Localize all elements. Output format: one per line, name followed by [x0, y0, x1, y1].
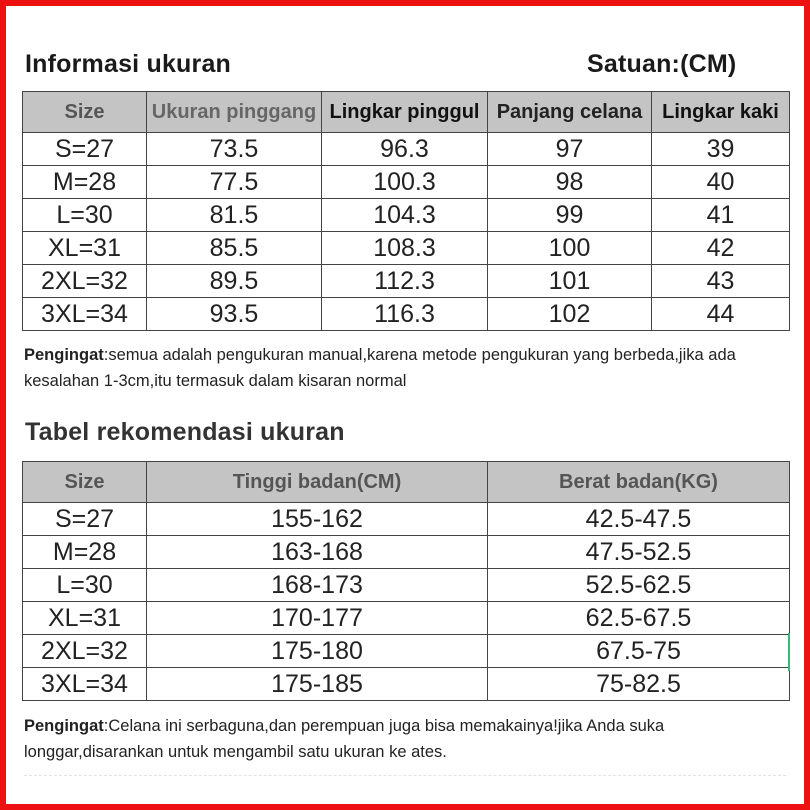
value-cell: 163-168: [147, 536, 488, 569]
value-cell: 43: [652, 265, 790, 298]
value-cell: 116.3: [322, 298, 488, 331]
note-label: Pengingat: [24, 346, 104, 364]
recommend-row: [23, 503, 790, 536]
value-cell: 39: [652, 133, 790, 166]
size-cell: M=28: [23, 166, 147, 199]
value-cell: 100.3: [322, 166, 488, 199]
value-cell: 41: [652, 199, 790, 232]
value-cell: 102: [488, 298, 652, 331]
size-cell: XL=31: [23, 602, 147, 635]
value-cell: 52.5-62.5: [488, 569, 790, 602]
header-height: Tinggi badan(CM): [147, 462, 488, 503]
recommend-row: [23, 536, 790, 569]
value-cell: 175-185: [147, 668, 488, 701]
header-size: Size: [23, 92, 147, 133]
value-cell: 101: [488, 265, 652, 298]
size-info-table: [22, 91, 790, 331]
size-info-row: [23, 199, 790, 232]
value-cell: 42.5-47.5: [488, 503, 790, 536]
size-cell: 2XL=32: [23, 635, 147, 668]
value-cell: 73.5: [147, 133, 322, 166]
value-cell: 62.5-67.5: [488, 602, 790, 635]
value-cell: 97: [488, 133, 652, 166]
value-cell: 168-173: [147, 569, 488, 602]
size-cell: 3XL=34: [23, 298, 147, 331]
size-cell: M=28: [23, 536, 147, 569]
size-cell: L=30: [23, 569, 147, 602]
value-cell: 40: [652, 166, 790, 199]
recommend-title: Tabel rekomendasi ukuran: [25, 418, 345, 446]
value-cell: 170-177: [147, 602, 488, 635]
header-waist: Ukuran pinggang: [147, 92, 322, 133]
size-cell: 3XL=34: [23, 668, 147, 701]
recommend-row: [23, 602, 790, 635]
size-info-body: [23, 133, 790, 331]
header-length: Panjang celana: [488, 92, 652, 133]
header-weight: Berat badan(KG): [488, 462, 790, 503]
recommend-row: [23, 635, 790, 668]
value-cell: 112.3: [322, 265, 488, 298]
value-cell: 89.5: [147, 265, 322, 298]
size-cell: 2XL=32: [23, 265, 147, 298]
size-info-row: [23, 133, 790, 166]
divider-line: [24, 775, 786, 776]
value-cell: 93.5: [147, 298, 322, 331]
recommend-row: [23, 668, 790, 701]
size-info-header-row: [23, 92, 790, 133]
value-cell: 85.5: [147, 232, 322, 265]
size-info-row: [23, 265, 790, 298]
value-cell: 81.5: [147, 199, 322, 232]
value-cell: 77.5: [147, 166, 322, 199]
value-cell: 96.3: [322, 133, 488, 166]
note-text: :semua adalah pengukuran manual,karena metode pengukuran yang berbeda,jika ada kesalahan 1-3cm,itu termasuk dalam kisaran normal: [24, 346, 736, 390]
size-cell: XL=31: [23, 232, 147, 265]
value-cell: 104.3: [322, 199, 488, 232]
value-cell: 75-82.5: [488, 668, 790, 701]
value-cell: 100: [488, 232, 652, 265]
value-cell: 99: [488, 199, 652, 232]
value-cell: 108.3: [322, 232, 488, 265]
header-size: Size: [23, 462, 147, 503]
size-info-row: [23, 298, 790, 331]
recommend-note: [24, 713, 784, 765]
recommend-body: [23, 503, 790, 701]
size-cell: S=27: [23, 503, 147, 536]
value-cell: 67.5-75: [488, 635, 790, 668]
header-leg-opening: Lingkar kaki: [652, 92, 790, 133]
size-info-title: Informasi ukuran: [25, 50, 232, 78]
value-cell: 98: [488, 166, 652, 199]
recommend-table: [22, 461, 790, 701]
size-cell: L=30: [23, 199, 147, 232]
recommend-header-row: [23, 462, 790, 503]
value-cell: 44: [652, 298, 790, 331]
recommend-row: [23, 569, 790, 602]
note-label: Pengingat: [24, 717, 104, 735]
value-cell: 175-180: [147, 635, 488, 668]
size-cell: S=27: [23, 133, 147, 166]
size-info-row: [23, 232, 790, 265]
value-cell: 155-162: [147, 503, 488, 536]
unit-label: Satuan:(CM): [587, 50, 737, 78]
size-info-note: [24, 342, 784, 394]
header-hip: Lingkar pinggul: [322, 92, 488, 133]
note-text: :Celana ini serbaguna,dan perempuan juga bisa memakainya!jika Anda suka longgar,disarankan untuk mengambil satu ukuran ke ates.: [24, 717, 665, 761]
green-edge-mark: [788, 633, 790, 671]
value-cell: 47.5-52.5: [488, 536, 790, 569]
value-cell: 42: [652, 232, 790, 265]
size-info-row: [23, 166, 790, 199]
